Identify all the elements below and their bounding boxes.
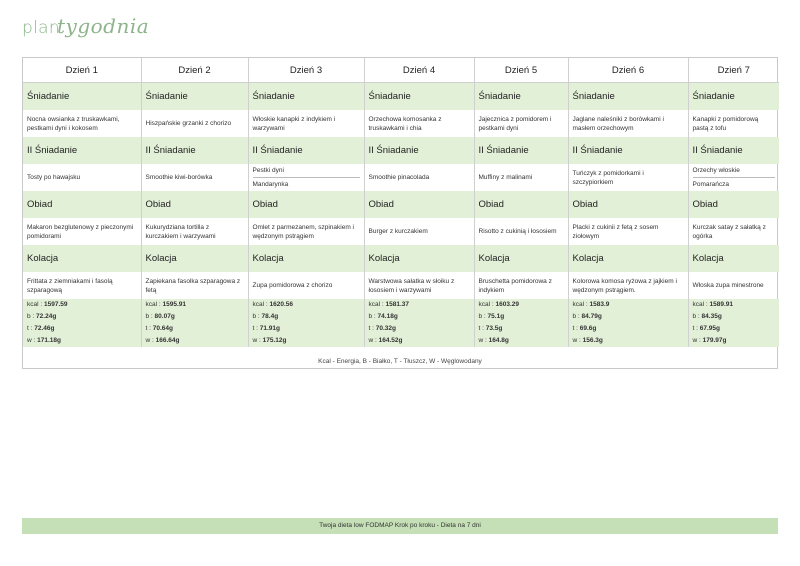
nutrition-w [573, 335, 684, 347]
meal-heading: Obiad [364, 191, 474, 218]
dish-name: Kolorowa komosa ryżowa z jajkiem i wędzonym pstrągiem. [572, 277, 677, 294]
nutrition-totals [141, 299, 248, 347]
nutrition-label: b : [368, 313, 378, 320]
nutrition-t [573, 323, 684, 335]
meal-heading: Obiad [23, 191, 141, 218]
day-header: Dzień 1 [23, 58, 141, 83]
nutrition-value: 1581.37 [385, 301, 409, 308]
nutrition-label: w : [27, 337, 38, 344]
nutrition-value: 164.8g [488, 337, 509, 344]
nutrition-label: w : [692, 337, 703, 344]
meal-cell [248, 110, 364, 137]
meal-heading: Śniadanie [141, 83, 248, 111]
meal-heading: Obiad [568, 191, 688, 218]
nutrition-t [479, 323, 564, 335]
meal-cell [23, 164, 141, 191]
nutrition-totals [248, 299, 364, 347]
nutrition-value: 72.46g [34, 325, 55, 332]
meal-heading: II Śniadanie [474, 137, 568, 164]
nutrition-value: 72.24g [36, 313, 57, 320]
dish-name: Tosty po hawajsku [27, 174, 81, 181]
nutrition-b [369, 311, 470, 323]
nutrition-value: 84.79g [581, 313, 602, 320]
nutrition-label: t : [692, 325, 700, 332]
dish-name: Tuńczyk z pomidorkami i szczypiorkiem [572, 169, 644, 186]
meal-heading: Kolacja [364, 245, 474, 272]
meal-heading: Kolacja [688, 245, 779, 272]
nutrition-label: w : [368, 337, 379, 344]
dish-name: Makaron bezglutenowy z pieczonymi pomidorami [27, 223, 134, 240]
nutrition-value: 73.5g [485, 325, 503, 332]
nutrition-t [693, 323, 776, 335]
nutrition-value: 175.12g [262, 337, 287, 344]
nutrition-kcal [146, 299, 244, 311]
nutrition-label: t : [252, 325, 260, 332]
meal-cell [568, 110, 688, 137]
nutrition-value: 67.95g [699, 325, 720, 332]
nutrition-label: b : [478, 313, 488, 320]
meal-cell [688, 110, 779, 137]
dish-name: Burger z kurczakiem [368, 228, 428, 235]
nutrition-value: 71.91g [259, 325, 280, 332]
nutrition-value: 166.64g [155, 337, 180, 344]
nutrition-w [253, 335, 360, 347]
nutrition-w [693, 335, 776, 347]
meal-heading: II Śniadanie [568, 137, 688, 164]
meal-items-row [23, 164, 779, 191]
meal-cell [568, 164, 688, 191]
meal-cell [141, 164, 248, 191]
dish-name: Mandarynka [253, 177, 360, 189]
meal-heading: Śniadanie [568, 83, 688, 111]
meal-cell [364, 164, 474, 191]
nutrition-label: t : [572, 325, 580, 332]
nutrition-label: kcal : [145, 301, 163, 308]
nutrition-label: w : [572, 337, 583, 344]
meal-heading: Obiad [141, 191, 248, 218]
nutrition-value: 74.18g [377, 313, 398, 320]
dish-name: Włoskie kanapki z indykiem i warzywami [252, 115, 336, 132]
meal-cell [23, 272, 141, 299]
nutrition-value: 84.35g [701, 313, 722, 320]
meal-heading-row [23, 137, 779, 164]
meal-heading-row [23, 83, 779, 111]
dish-name: Orzechowa komosanka z truskawkami i chia [368, 115, 442, 132]
meal-heading: Śniadanie [248, 83, 364, 111]
nutrition-totals [688, 299, 779, 347]
dish-name: Jaglane naleśniki z borówkami i masłem orzechowym [572, 115, 664, 132]
meal-heading: II Śniadanie [141, 137, 248, 164]
nutrition-label: kcal : [572, 301, 590, 308]
dish-name: Muffiny z malinami [478, 174, 533, 181]
meal-cell [364, 110, 474, 137]
dish-name: Nocna owsianka z truskawkami, pestkami dyni i kokosem [27, 115, 120, 132]
nutrition-value: 69.6g [579, 325, 597, 332]
nutrition-value: 1603.29 [495, 301, 519, 308]
meal-heading: II Śniadanie [364, 137, 474, 164]
dish-name: Smoothie kiwi-borówka [145, 174, 213, 181]
nutrition-t [253, 323, 360, 335]
nutrition-kcal [573, 299, 684, 311]
meal-heading: II Śniadanie [23, 137, 141, 164]
nutrition-b [693, 311, 776, 323]
dish-name: Jajecznica z pomidorem i pestkami dyni [478, 115, 552, 132]
nutrition-label: b : [692, 313, 702, 320]
day-header: Dzień 5 [474, 58, 568, 83]
nutrition-value: 1589.91 [709, 301, 733, 308]
dish-name: Orzechy włoskie [692, 167, 740, 174]
nutrition-w [146, 335, 244, 347]
dish-name: Risotto z cukinią i łososiem [478, 228, 557, 235]
day-header: Dzień 3 [248, 58, 364, 83]
meal-plan-table [23, 58, 779, 347]
nutrition-label: w : [145, 337, 156, 344]
meal-heading: II Śniadanie [688, 137, 779, 164]
dish-name: Smoothie pinacolada [368, 174, 430, 181]
nutrition-totals [364, 299, 474, 347]
dish-name: Włoska zupa minestrone [692, 282, 764, 289]
nutrition-value: 179.97g [702, 337, 727, 344]
nutrition-w [479, 335, 564, 347]
dish-name: Frittata z ziemniakami i fasolą szparagową [27, 277, 113, 294]
nutrition-t [369, 323, 470, 335]
nutrition-label: t : [145, 325, 153, 332]
logo-script-text: tygodnia [57, 14, 150, 38]
meal-heading: Kolacja [141, 245, 248, 272]
meal-heading: Kolacja [474, 245, 568, 272]
meal-cell [474, 272, 568, 299]
meal-heading: Śniadanie [688, 83, 779, 111]
meal-heading: Kolacja [248, 245, 364, 272]
nutrition-value: 75.1g [487, 313, 505, 320]
dish-name: Kukurydziana tortilla z kurczakiem i warzywami [145, 223, 216, 240]
meal-cell [688, 218, 779, 245]
nutrition-value: 80.07g [154, 313, 175, 320]
day-header: Dzień 6 [568, 58, 688, 83]
nutrition-totals-row [23, 299, 779, 347]
nutrition-w [27, 335, 137, 347]
meal-heading: Śniadanie [23, 83, 141, 111]
nutrition-kcal [479, 299, 564, 311]
nutrition-label: kcal : [692, 301, 710, 308]
meal-heading: Kolacja [23, 245, 141, 272]
nutrition-b [27, 311, 137, 323]
meal-cell [248, 272, 364, 299]
meal-cell [568, 272, 688, 299]
dish-name: Pomarańcza [693, 177, 776, 189]
nutrition-label: w : [478, 337, 489, 344]
nutrition-b [253, 311, 360, 323]
nutrition-label: b : [27, 313, 37, 320]
nutrition-totals [23, 299, 141, 347]
meal-cell [141, 110, 248, 137]
nutrition-b [146, 311, 244, 323]
nutrition-label: b : [572, 313, 582, 320]
meal-cell [364, 218, 474, 245]
dish-name: Bruschetta pomidorowa z indykiem [478, 277, 552, 294]
meal-items-row [23, 272, 779, 299]
nutrition-value: 1595.91 [162, 301, 186, 308]
dish-name: Pestki dyni [252, 167, 284, 174]
nutrition-kcal [253, 299, 360, 311]
nutrition-b [573, 311, 684, 323]
nutrition-t [146, 323, 244, 335]
nutrition-kcal [369, 299, 470, 311]
meal-items-row [23, 218, 779, 245]
nutrition-value: 156.3g [582, 337, 603, 344]
day-header: Dzień 2 [141, 58, 248, 83]
nutrition-label: kcal : [368, 301, 386, 308]
dish-name: Hiszpańskie grzanki z chorizo [145, 120, 232, 127]
meal-heading: Śniadanie [364, 83, 474, 111]
dish-name: Zapiekana fasolka szparagowa z fetą [145, 277, 241, 294]
nutrition-label: kcal : [27, 301, 44, 308]
nutrition-label: w : [252, 337, 263, 344]
nutrition-t [27, 323, 137, 335]
nutrition-label: kcal : [478, 301, 496, 308]
nutrition-totals [568, 299, 688, 347]
day-header: Dzień 4 [364, 58, 474, 83]
meal-heading: II Śniadanie [248, 137, 364, 164]
nutrition-value: 70.64g [152, 325, 173, 332]
nutrition-kcal [27, 299, 137, 311]
nutrition-label: kcal : [252, 301, 270, 308]
legend: Kcal - Energia, B - Białko, T - Tłuszcz, W - Węglowodany [318, 358, 482, 365]
meal-cell [474, 110, 568, 137]
meal-cell [688, 272, 779, 299]
dish-name: Omlet z parmezanem, szpinakiem i wędzonym pstrągiem [252, 223, 355, 240]
meal-cell [474, 218, 568, 245]
plan-body [23, 83, 779, 348]
nutrition-label: t : [27, 325, 35, 332]
meal-items-row [23, 110, 779, 137]
nutrition-w [369, 335, 470, 347]
meal-cell [364, 272, 474, 299]
nutrition-value: 70.32g [375, 325, 396, 332]
meal-heading: Obiad [474, 191, 568, 218]
meal-heading-row [23, 191, 779, 218]
nutrition-label: b : [252, 313, 262, 320]
dish-name: Zupa pomidorowa z chorizo [252, 282, 333, 289]
nutrition-kcal [693, 299, 776, 311]
meal-cell [248, 164, 364, 191]
nutrition-label: t : [368, 325, 376, 332]
meal-cell [141, 272, 248, 299]
meal-heading-row [23, 245, 779, 272]
meal-heading: Obiad [688, 191, 779, 218]
day-header-row [23, 58, 779, 83]
dish-name: Kanapki z pomidorową pastą z tofu [692, 115, 759, 132]
nutrition-value: 1597.59 [43, 301, 68, 308]
dish-name: Kurczak satay z sałatką z ogórka [692, 223, 766, 240]
meal-cell [248, 218, 364, 245]
day-header: Dzień 7 [688, 58, 779, 83]
nutrition-totals [474, 299, 568, 347]
nutrition-label: b : [145, 313, 155, 320]
meal-cell [688, 164, 779, 191]
nutrition-value: 1620.56 [269, 301, 293, 308]
meal-cell [23, 110, 141, 137]
nutrition-label: t : [478, 325, 486, 332]
footer-banner: Twoja dieta low FODMAP Krok po kroku - Dieta na 7 dni [22, 518, 778, 534]
nutrition-value: 78.4g [261, 313, 279, 320]
nutrition-value: 1583.9 [589, 301, 610, 308]
meal-heading: Śniadanie [474, 83, 568, 111]
logo-plain-text: plan [22, 18, 60, 38]
dish-name: Warstwowa sałatka w słoiku z łososiem i warzywami [368, 277, 455, 294]
meal-cell [568, 218, 688, 245]
nutrition-value: 171.18g [37, 337, 61, 344]
nutrition-b [479, 311, 564, 323]
meal-heading: Kolacja [568, 245, 688, 272]
meal-heading: Obiad [248, 191, 364, 218]
meal-cell [23, 218, 141, 245]
meal-plan-box [22, 57, 778, 369]
nutrition-value: 164.52g [378, 337, 403, 344]
meal-cell [474, 164, 568, 191]
dish-name: Placki z cukinii z fetą z sosem ziołowym [572, 223, 659, 240]
meal-cell [141, 218, 248, 245]
